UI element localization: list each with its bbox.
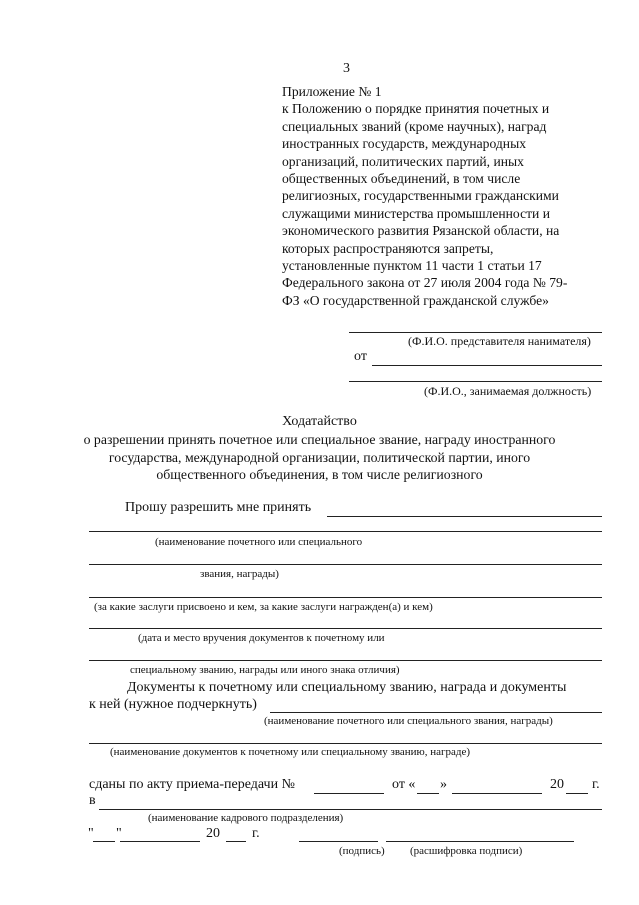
signature-field[interactable] xyxy=(299,841,378,842)
to-label: в xyxy=(89,793,96,808)
page-number: 3 xyxy=(343,61,350,76)
act-day-field[interactable] xyxy=(417,793,439,794)
petition-title: Ходатайство xyxy=(282,414,357,429)
appendix-line: экономического развития Рязанской области, на xyxy=(282,223,560,239)
appendix-line: иностранных государств, международных xyxy=(282,136,527,152)
documents-list-field[interactable] xyxy=(89,743,602,744)
appendix-line: организаций, политических партий, иных xyxy=(282,153,524,169)
appendix-line: к Положению о порядке принятия почетных и xyxy=(282,101,550,117)
award-name-field[interactable] xyxy=(327,516,602,517)
employer-caption: (Ф.И.О. представителя нанимателя) xyxy=(408,334,591,348)
merits-field[interactable] xyxy=(89,597,602,598)
from-label: от xyxy=(354,349,367,364)
documents-award-field[interactable] xyxy=(270,712,602,713)
caption-documents: (наименование документов к почетному или специальному званию, награде) xyxy=(110,746,471,758)
award-name-field-line2[interactable] xyxy=(89,564,602,565)
appendix-line: ФЗ «О государственной гражданской службе» xyxy=(282,292,549,308)
act-year-field[interactable] xyxy=(566,793,588,794)
sign-quote-open: " xyxy=(88,826,94,841)
date-place-field-line2[interactable] xyxy=(89,660,602,661)
caption-department: (наименование кадрового подразделения) xyxy=(148,812,344,824)
appendix-line: служащими министерства промышленности и xyxy=(282,205,550,221)
appendix-title: Приложение № 1 xyxy=(282,84,382,99)
caption-date-1: (дата и место вручения документов к почетному или xyxy=(138,632,385,644)
caption-merits: (за какие заслуги присвоено и кем, за какие заслуги награжден(а) и кем) xyxy=(94,601,433,613)
appendix-line: общественных объединений, в том числе xyxy=(282,171,521,187)
caption-decoding: (расшифровка подписи) xyxy=(410,845,523,857)
caption-signature: (подпись) xyxy=(339,845,385,857)
sign-quote-close: " xyxy=(116,826,122,841)
handover-text: сданы по акту приема-передачи № xyxy=(89,777,295,792)
appendix-line: установленные пунктом 11 части 1 статьи 17 xyxy=(282,258,542,274)
from-field[interactable] xyxy=(372,365,602,366)
act-number-field[interactable] xyxy=(314,793,384,794)
sign-year-prefix: 20 xyxy=(206,826,220,841)
employer-name-field[interactable] xyxy=(349,332,602,333)
department-field[interactable] xyxy=(99,809,602,810)
appendix-line: специальных званий (кроме научных), наград xyxy=(282,118,547,134)
handover-year-suffix: г. xyxy=(592,777,600,792)
sign-year-suffix: г. xyxy=(252,826,260,841)
date-place-field[interactable] xyxy=(89,628,602,629)
request-text: Прошу разрешить мне принять xyxy=(125,500,312,515)
signature-decoding-field[interactable] xyxy=(386,841,574,842)
handover-from: от « xyxy=(392,777,416,792)
award-name-field-cont[interactable] xyxy=(89,531,602,532)
position-caption: (Ф.И.О., занимаемая должность) xyxy=(424,384,592,398)
caption-title-2: звания, награды) xyxy=(200,568,279,580)
petition-subtitle-line: о разрешении принять почетное или специальное звание, награду иностранного xyxy=(83,432,556,447)
appendix-block xyxy=(282,83,602,309)
handover-year-prefix: 20 xyxy=(550,777,564,792)
position-field[interactable] xyxy=(349,381,602,382)
sign-month-field[interactable] xyxy=(120,841,200,842)
appendix-line: которых распространяются запреты, xyxy=(282,240,494,256)
documents-text-line-1: Документы к почетному или специальному званию, награда и документы xyxy=(127,680,567,695)
act-month-field[interactable] xyxy=(452,793,542,794)
caption-award-name: (наименование почетного или специального звания, награды) xyxy=(264,715,553,727)
appendix-line: религиозных, государственными гражданскими xyxy=(282,188,559,204)
appendix-line: Федерального закона от 27 июля 2004 года № 79- xyxy=(282,275,568,291)
caption-date-2: специальному званию, награды или иного знака отличия) xyxy=(130,664,400,676)
documents-text-line-2: к ней (нужное подчеркнуть) xyxy=(89,697,257,712)
petition-subtitle-line: общественного объединения, в том числе религиозного xyxy=(156,467,483,482)
handover-close-quote: » xyxy=(440,777,447,792)
sign-day-field[interactable] xyxy=(93,841,115,842)
sign-year-field[interactable] xyxy=(226,841,246,842)
caption-title-1: (наименование почетного или специального xyxy=(155,536,363,548)
petition-subtitle-line: государства, международной организации, политической партии, иного xyxy=(108,450,531,465)
